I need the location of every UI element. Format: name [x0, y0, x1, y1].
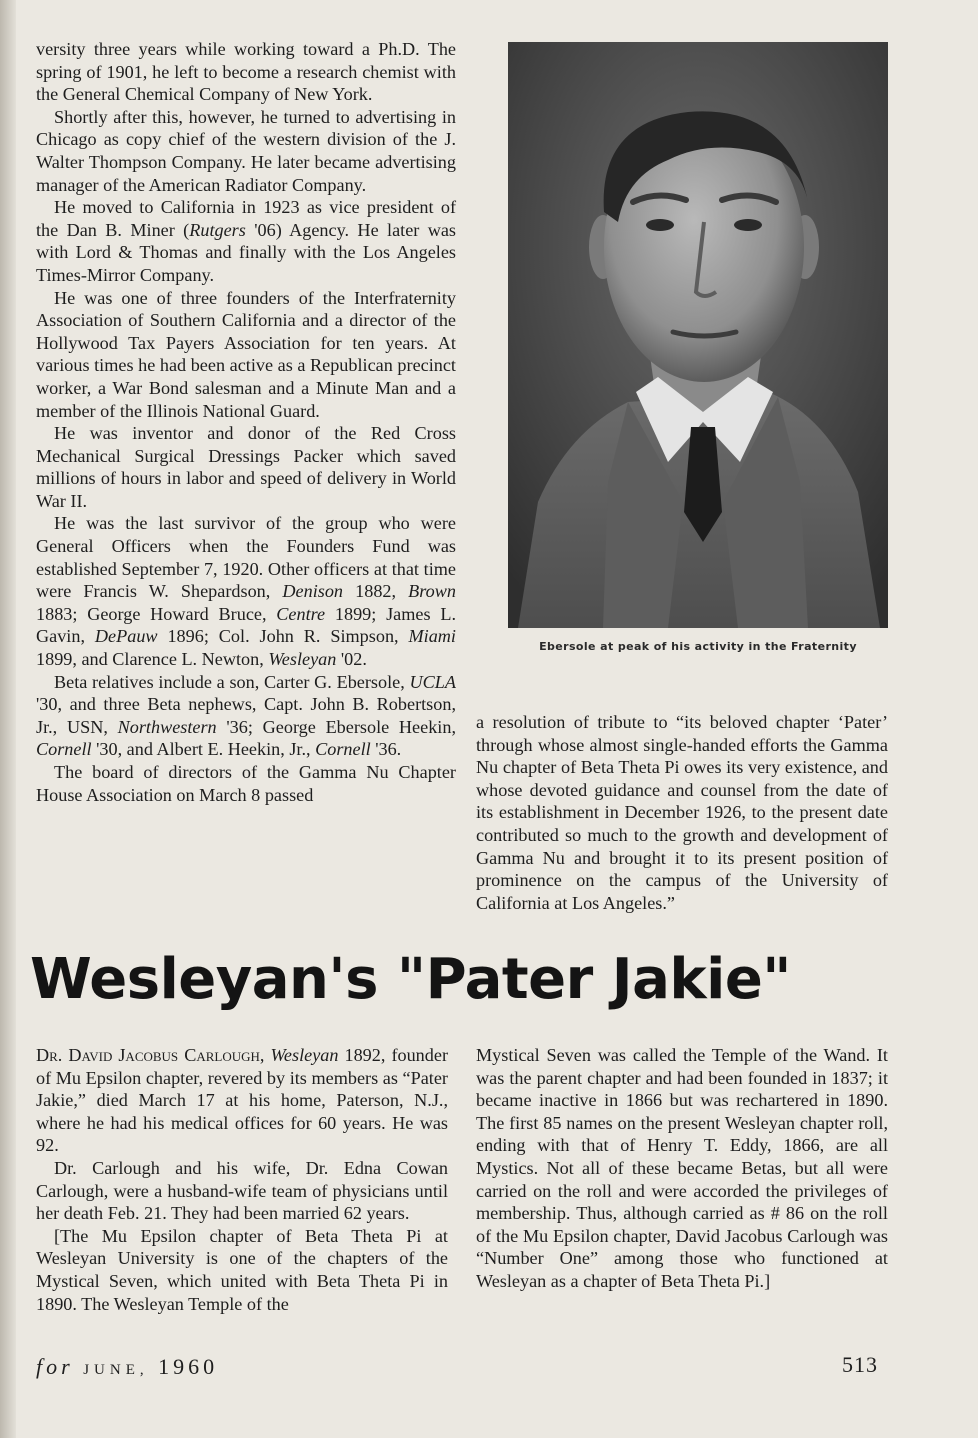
paragraph: Dr. David Jacobus Carlough, Wesleyan 1892, founder of Mu Epsilon chapter, revered by its members as “Pater Jakie,” died March 17 at his home, Paterson, N.J., where he had his medical offices for 60 years. He was 92. — [36, 1045, 448, 1156]
school-name: Wesleyan — [268, 649, 337, 670]
paragraph: He was the last survivor of the group who were General Officers when the Founders Fund was established September 7, 1920. Other officers at that time were Francis W. Shepardson, Denison 1882, Brown 1883; George Howard Bruce, Centre 1899; James L. Gavin, DePauw 1896; Col. John R. Simpson, Miami 1899, and Clarence L. Newton, Wesleyan '02. — [36, 513, 456, 670]
school-name: Rutgers — [189, 219, 246, 240]
paragraph: He was one of three founders of the Interfraternity Association of Southern California and a director of the Hollywood Tax Payers Association for ten years. At various times he had been active as a Republican precinct worker, a War Bond salesman and a Minute Man and a member of the Illinois National Guard. — [36, 287, 456, 421]
article-column-ebersole — [36, 38, 456, 806]
paragraph: The board of directors of the Gamma Nu Chapter House Association on March 8 passed — [36, 762, 456, 805]
paragraph: Shortly after this, however, he turned to advertising in Chicago as copy chief of the western division of the J. Walter Thompson Company. He later became advertising manager of the American Radiator Company. — [36, 106, 456, 195]
paragraph: He moved to California in 1923 as vice president of the Dan B. Miner (Rutgers '06) Agency. He later was with Lord & Thomas and finally with the Los Angeles Times-Mirror Company. — [36, 197, 457, 285]
paragraph: Mystical Seven was called the Temple of the Wand. It was the parent chapter and had been founded in 1837; it became inactive in 1866 but was rechartered in 1890. The first 85 names on the present Wesleyan chapter roll, ending with that of Henry T. Eddy, 1866, are all Mystics. Not all of these became Betas, but all were carried on the roll and were accorded the privileges of membership. Thus, although carried as # 86 on the roll of the Mu Epsilon chapter, David Jacobus Carlough was “Number One” among those who functioned at Wesleyan as a chapter of Beta Theta Pi.] — [476, 1045, 888, 1291]
article-column-tribute — [476, 711, 888, 914]
paragraph: [The Mu Epsilon chapter of Beta Theta Pi at Wesleyan University is one of the chapters of the Mystical Seven, which united with Beta Theta Pi in 1890. The Wesleyan Temple of the — [36, 1225, 448, 1314]
photo-caption: Ebersole at peak of his activity in the Fraternity — [539, 640, 857, 653]
page-edge-shadow — [0, 0, 16, 1438]
paragraph: He was inventor and donor of the Red Cross Mechanical Surgical Dressings Packer which saved millions of hours in labor and speed of delivery in World War II. — [36, 423, 456, 511]
school-name: Miami — [408, 626, 456, 647]
school-name: DePauw — [94, 626, 158, 647]
footer-year: 1960 — [158, 1354, 219, 1379]
portrait-photo — [508, 42, 888, 628]
school-name: Cornell — [315, 739, 371, 760]
footer-month: JUNE, — [83, 1362, 149, 1378]
paragraph: Beta relatives include a son, Carter G. Ebersole, UCLA '30, and three Beta nephews, Capt. John B. Robertson, Jr., USN, Northwestern '36; George Ebersole Heekin, Cornell '30, and Albert E. Heekin, Jr., Cornell '36. — [36, 671, 456, 760]
issue-date-footer — [36, 1354, 218, 1380]
paragraph: a resolution of tribute to “its beloved chapter ‘Pater’ through whose almost single-handed efforts the Gamma Nu chapter of Beta Theta Pi owes its very existence, and whose devoted guidance and counsel from the date of its establishment in December 1926, to the present date contributed so much to the growth and development of Gamma Nu and brought it to its present position of prominence on the campus of the University of California at Los Angeles.” — [476, 712, 888, 913]
school-name: Denison — [282, 581, 344, 602]
article-column-carlough — [36, 1044, 448, 1315]
school-name: Cornell — [36, 739, 92, 760]
school-name: Brown — [408, 581, 456, 602]
person-name: Dr. David Jacobus Carlough, — [36, 1045, 265, 1065]
paragraph: versity three years while working toward a Ph.D. The spring of 1901, he left to become a research chemist with the General Chemical Company of New York. — [36, 39, 456, 105]
school-name: Northwestern — [117, 716, 217, 737]
school-name: Centre — [276, 603, 326, 624]
paragraph: Dr. Carlough and his wife, Dr. Edna Cowan Carlough, were a husband-wife team of physicians until her death Feb. 21. They had been married 62 years. — [36, 1157, 448, 1224]
article-column-mystical-seven — [476, 1044, 888, 1293]
school-name: Wesleyan — [270, 1045, 339, 1065]
school-name: UCLA — [409, 671, 456, 692]
footer-for: for — [36, 1354, 74, 1379]
page-number: 513 — [842, 1352, 878, 1377]
portrait-illustration — [508, 42, 888, 628]
article-headline: Wesleyan's "Pater Jakie" — [30, 947, 791, 1012]
